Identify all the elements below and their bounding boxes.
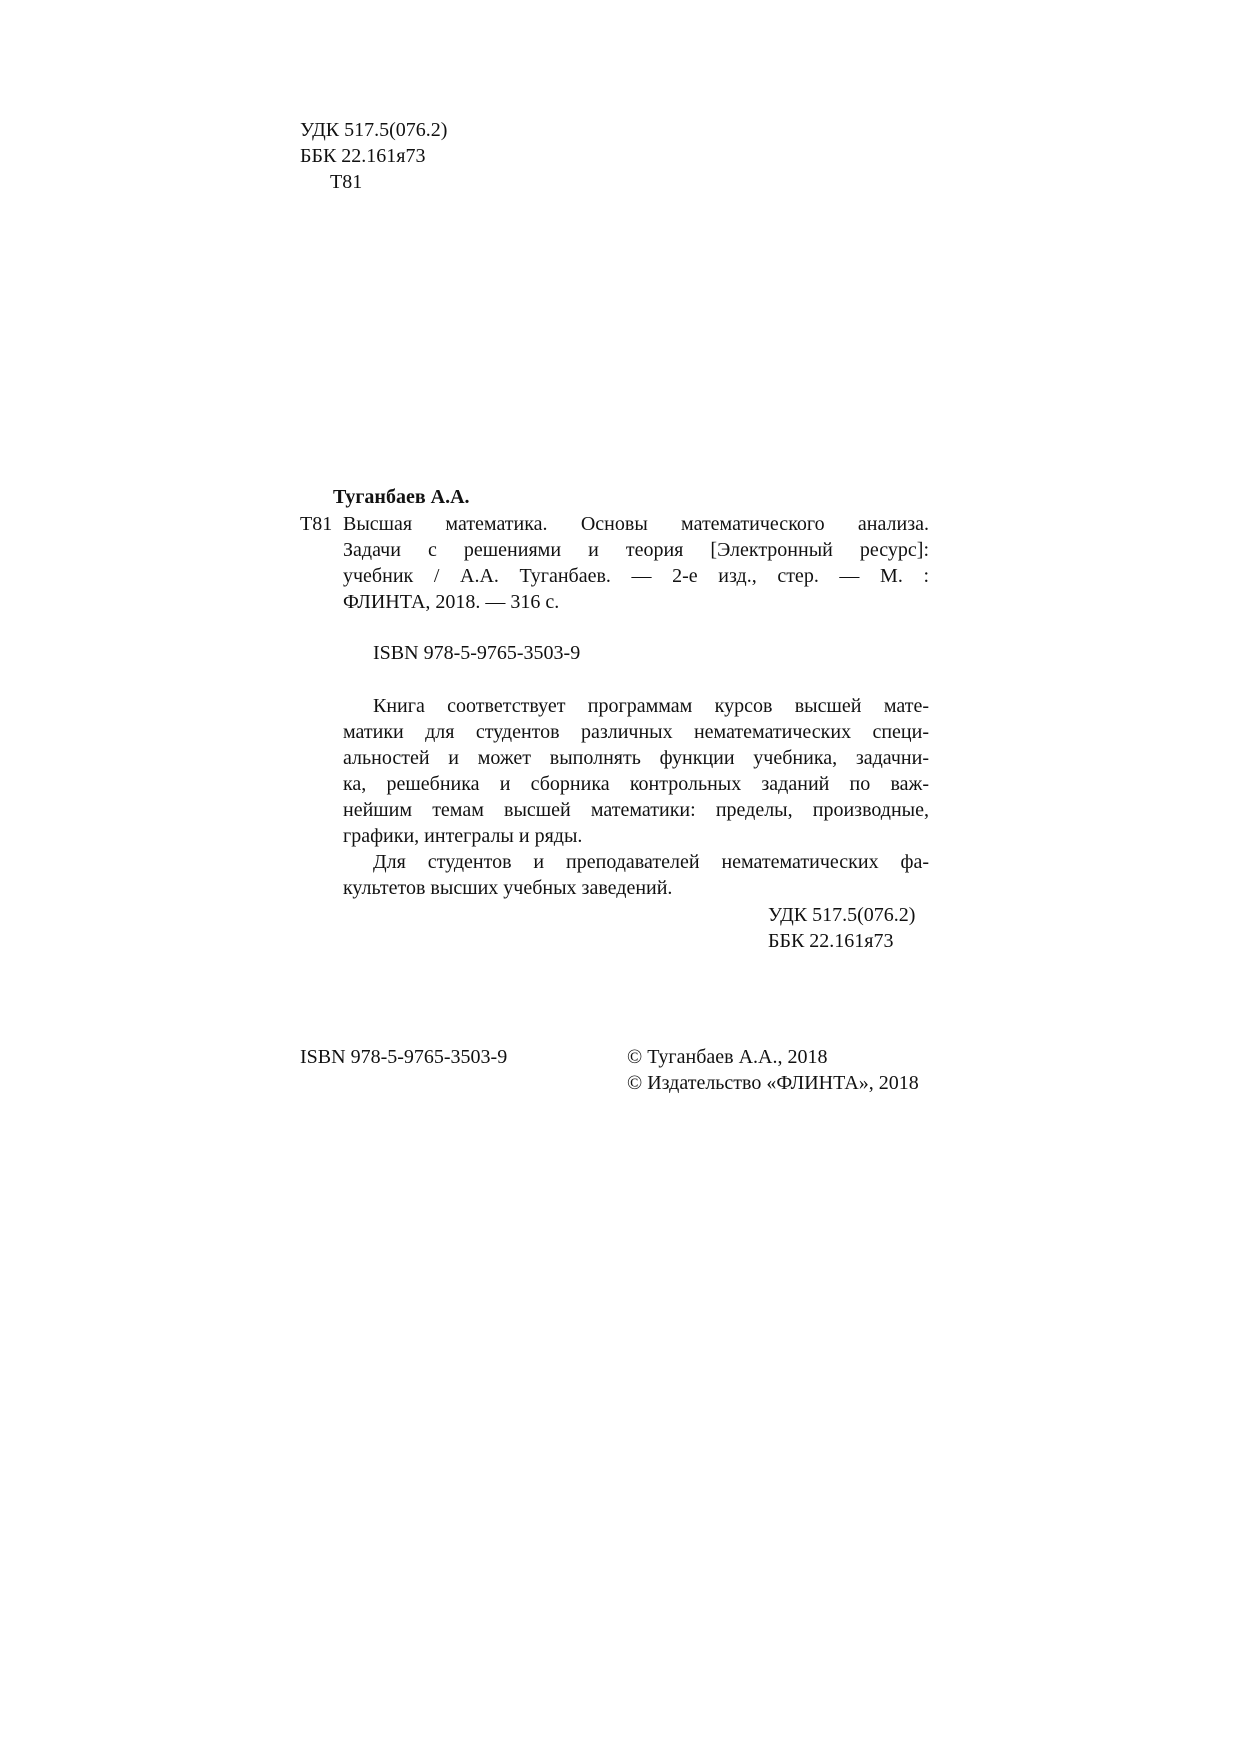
copyright-author: © Туганбаев А.А., 2018 <box>627 1046 828 1068</box>
bib-line: Высшая математика. Основы математического анализа. <box>343 513 929 535</box>
copyright-block <box>627 1044 919 1096</box>
catalog-isbn: ISBN 978-5-9765-3503-9 <box>373 642 581 664</box>
bibliographic-description <box>343 511 929 615</box>
annotation-line: Книга соответствует программам курсов высшей мате- <box>373 695 929 717</box>
annotation-line: ка, решебника и сборника контрольных заданий по важ- <box>343 773 929 795</box>
catalog-classification <box>768 902 915 954</box>
annotation-line: Для студентов и преподавателей нематематических фа- <box>373 851 929 873</box>
catalog-bbk: ББК 22.161я73 <box>768 930 894 952</box>
annotation <box>343 693 929 901</box>
udk-code: УДК 517.5(076.2) <box>300 119 448 141</box>
annotation-line: графики, интегралы и ряды. <box>343 825 583 847</box>
catalog-udk: УДК 517.5(076.2) <box>768 904 916 926</box>
annotation-line: культетов высших учебных заведений. <box>343 877 673 899</box>
annotation-line: матики для студентов различных нематематических специ- <box>343 721 929 743</box>
author-mark: Т81 <box>330 171 363 193</box>
classification-header <box>300 117 447 195</box>
annotation-line: нейшим темам высшей математики: пределы, производные, <box>343 799 929 821</box>
bib-line: ФЛИНТА, 2018. — 316 с. <box>343 591 560 613</box>
footer-isbn: ISBN 978-5-9765-3503-9 <box>300 1046 508 1068</box>
catalog-author: Туганбаев А.А. <box>333 486 470 508</box>
bib-line: учебник / А.А. Туганбаев. — 2-е изд., стер. — М. : <box>343 565 929 587</box>
bbk-code: ББК 22.161я73 <box>300 145 426 167</box>
catalog-author-mark: Т81 <box>300 513 333 535</box>
bib-line: Задачи с решениями и теория [Электронный ресурс]: <box>343 539 929 561</box>
annotation-line: альностей и может выполнять функции учебника, задачни- <box>343 747 929 769</box>
copyright-publisher: © Издательство «ФЛИНТА», 2018 <box>627 1072 919 1094</box>
